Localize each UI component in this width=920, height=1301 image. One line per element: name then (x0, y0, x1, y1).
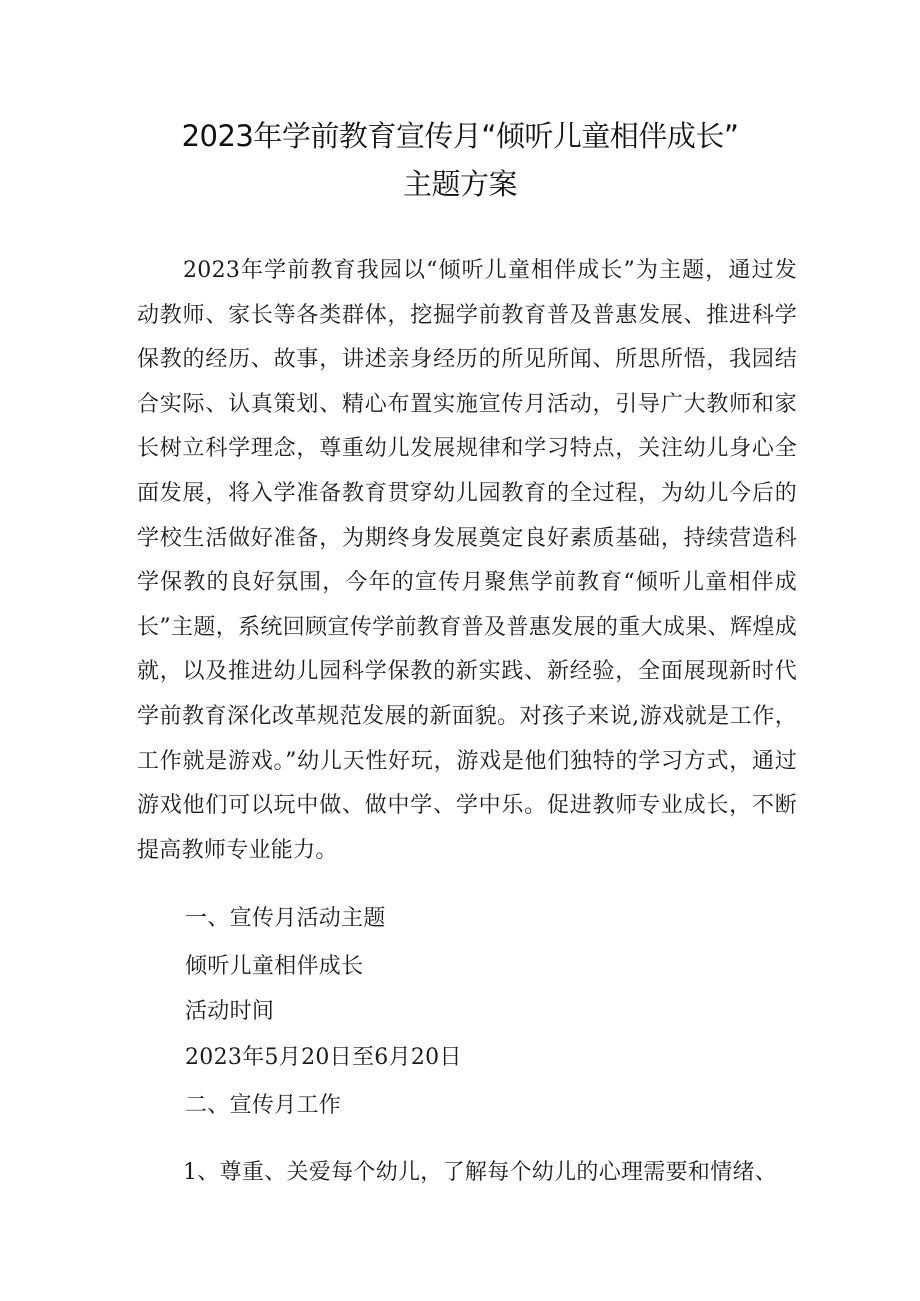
activity-time-value: 2023年5月20日至6月20日 (185, 1045, 462, 1070)
section-heading-theme: 一、宣传月活动主题 (185, 906, 386, 931)
document-title-line-1: 2023年学前教育宣传月“倾听儿童相伴成长” (181, 119, 739, 153)
activity-time-heading: 活动时间 (185, 999, 275, 1024)
section-heading-work: 二、宣传月工作 (185, 1093, 342, 1118)
document-title-line-2: 主题方案 (402, 167, 517, 201)
theme-text: 倾听儿童相伴成长 (185, 954, 364, 979)
intro-paragraph: 2023年学前教育我园以“倾听儿童相伴成长”为主题，通过发动教师、家长等各类群体，挖掘学前教育普及普惠发展、推进科学保教的经历、故事，讲述亲身经历的所见所闻、所思所悟，我园结合实际、认真策划、精心布置实施宣传月活动，引导广大教师和家长树立科学理念，尊重幼儿发展规律和学习特点，关注幼儿身心全面发展，将入学准备教育贯穿幼儿园教育的全过程，为幼儿今后的学校生活做好准备，为期终身发展奠定良好素质基础，持续营造科学保教的良好氛围，今年的宣传月聚焦学前教育“倾听儿童相伴成长”主题，系统回顾宣传学前教育普及普惠发展的重大成果、辉煌成就，以及推进幼儿园科学保教的新实践、新经验，全面展现新时代学前教育深化改革规范发展的新面貌。对孩子来说,游戏就是工作，工作就是游戏。”幼儿天性好玩，游戏是他们独特的学习方式，通过游戏他们可以玩中做、做中学、学中乐。促进教师专业成长，不断提高教师专业能力。 (137, 258, 797, 863)
work-item-1: 1、尊重、关爱每个幼儿，了解每个幼儿的心理需要和情绪、 (183, 1160, 778, 1185)
